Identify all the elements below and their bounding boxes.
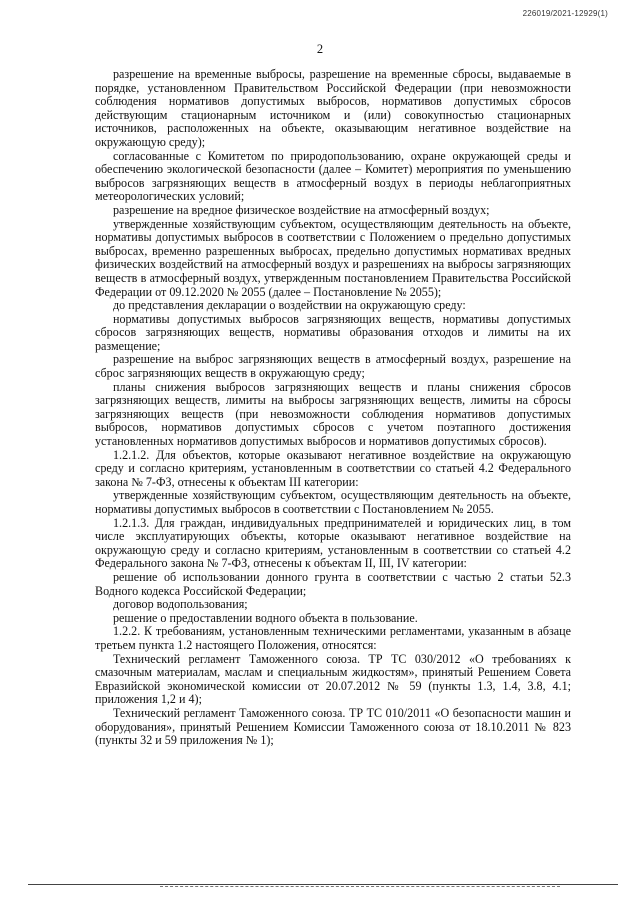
document-body	[95, 68, 571, 748]
paragraph: Технический регламент Таможенного союза. ТР ТС 010/2011 «О безопасности машин и оборудования», принятый Решением Комиссии Таможенного союза от 18.10.2011 № 823 (пункты 32 и 59 приложения № 1);	[95, 705, 571, 748]
paragraph: разрешение на временные выбросы, разрешение на временные сбросы, выдаваемые в порядке, установленном Правительством Российской Федерации (при невозможности соблюдения нормативов допустимых выбросов, нормативов допустимых сбросов действующим стационарным источником и (или) совокупностью стационарных источников, расположенных на объекте, оказывающим негативное воздействие на окружающую среду);	[95, 67, 571, 149]
paragraph: утвержденные хозяйствующим субъектом, осуществляющим деятельность на объекте, нормативы допустимых выбросов в соответствии с Постановлением № 2055.	[95, 488, 571, 516]
paragraph: 1.2.1.2. Для объектов, которые оказывают негативное воздействие на окружающую среду и согласно критериям, установленным в соответствии со статьей 4.2 Федерального закона № 7-ФЗ, отнесены к объектам III категории:	[95, 447, 571, 489]
scan-edge-dash	[160, 886, 560, 887]
scan-edge-line	[28, 884, 618, 885]
paragraph: нормативы допустимых выбросов загрязняющих веществ, нормативы допустимых сбросов загрязняющих веществ, нормативы образования отходов и лимиты на их размещение;	[95, 311, 571, 353]
paragraph: Технический регламент Таможенного союза. ТР ТС 030/2012 «О требованиях к смазочным материалам, маслам и специальным жидкостям», принятый Решением Совета Евразийской экономической комиссии от 20.07.2012 № 59 (пункты 1.3, 1.4, 3.8, 4.1; приложения 1,2 и 4);	[95, 651, 571, 707]
paragraph: разрешение на вредное физическое воздействие на атмосферный воздух;	[113, 202, 490, 217]
paragraph: 1.2.1.3. Для граждан, индивидуальных предпринимателей и юридических лиц, в том числе эксплуатирующих объекты, которые оказывают негативное воздействие на окружающую среду и согласно критериям, установленным в соответствии со статьей 4.2 Федерального закона № 7-ФЗ, отнесены к объектам II, III, IV категории:	[95, 515, 571, 571]
paragraph: до представления декларации о воздействии на окружающую среду:	[113, 298, 466, 313]
paragraph: разрешение на выброс загрязняющих веществ в атмосферный воздух, разрешение на сброс загрязняющих веществ в окружающую среду;	[95, 352, 571, 381]
paragraph: утвержденные хозяйствующим субъектом, осуществляющим деятельность на объекте, нормативы допустимых выбросов в соответствии с Положением о предельно допустимых выбросах, временно разрешенных выбросах, предельно допустимых нормативах вредных физических воздействий на атмосферный воздух и разрешениях на выбросы загрязняющих веществ в атмосферный воздух, утвержденным постановлением Правительства Российской Федерации от 09.12.2020 № 2055 (далее – Постановление № 2055);	[95, 216, 571, 299]
page-number: 2	[316, 42, 324, 56]
paragraph: согласованные с Комитетом по природопользованию, охране окружающей среды и обеспечению экологической безопасности (далее – Комитет) мероприятия по уменьшению выбросов загрязняющих веществ в атмосферный воздух в периоды неблагоприятных метеорологических условий;	[95, 148, 571, 204]
paragraph: договор водопользования;	[113, 597, 248, 612]
paragraph: решение об использовании донного грунта в соответствии с частью 2 статьи 52.3 Водного кодекса Российской Федерации;	[95, 569, 571, 598]
paragraph: решение о предоставлении водного объекта в пользование.	[113, 610, 418, 625]
document-registration-number: 226019/2021-12929(1)	[522, 9, 608, 18]
paragraph: 1.2.2. К требованиям, установленным техническими регламентами, указанным в абзаце третьем пункта 1.2 настоящего Положения, относятся:	[95, 624, 571, 652]
paragraph: планы снижения выбросов загрязняющих веществ и планы снижения сбросов загрязняющих веществ, лимиты на выбросы загрязняющих веществ, лимиты на сбросы загрязняющих веществ (при невозможности соблюдения нормативов допустимых выбросов, нормативов допустимых сбросов с учетом поэтапного достижения установленных нормативов допустимых выбросов и нормативов допустимых сбросов).	[95, 379, 571, 449]
